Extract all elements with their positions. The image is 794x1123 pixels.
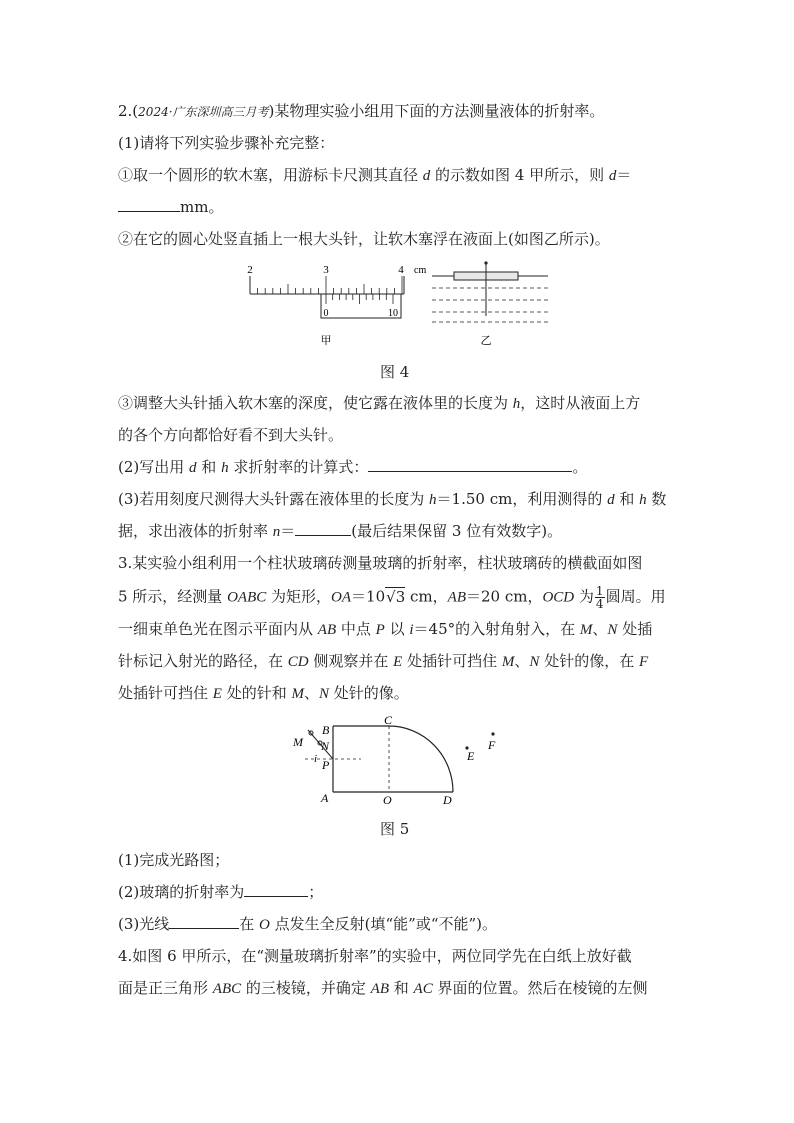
q3-part1: (1)完成光路图； [118, 851, 230, 869]
caliper-caption: 甲 [320, 335, 332, 347]
q2-step3: ③调整大头针插入软木塞的深度，使它露在液体里的长度为 h，这时从液面上方 [118, 394, 641, 412]
figure-4-caption: 图 4 [380, 363, 410, 381]
label-D: D [443, 793, 452, 807]
label-O: O [383, 793, 392, 807]
label-E: E [467, 749, 475, 763]
answer-blank-d [118, 197, 180, 212]
label-F: F [488, 738, 496, 752]
q2-step3-cont: 的各个方向都恰好看不到大头针。 [118, 426, 344, 444]
caliper-unit: cm [414, 265, 427, 276]
answer-blank-formula [368, 457, 572, 472]
q2-step1-answer: mm。 [118, 197, 223, 217]
q2-part3-cont: 据，求出液体的折射率 n＝ (最后结果保留 3 位有效数字)。 [118, 522, 563, 540]
fraction-quarter: $\frac{1}{4}$ [595, 584, 604, 611]
cork-caption: 乙 [480, 335, 492, 347]
q4-line2: 面是正三角形 ABC 的三棱镜，并确定 AB 和 AC 界面的位置。然后在棱镜的左侧 [118, 979, 648, 997]
label-N: N [321, 739, 330, 753]
q3-part2: (2)玻璃的折射率为 ； [118, 883, 324, 901]
q3-line4: 针标记入射光的路径，在 CD 侧观察并在 E 处插针可挡住 M、N 处针的像，在 F [118, 652, 649, 670]
label-i: i [314, 753, 318, 765]
q3-line5: 处插针可挡住 E 处的针和 M、N 处针的像。 [118, 684, 409, 702]
caliper-label-3: 3 [323, 264, 329, 276]
q2-part3: (3)若用刻度尺测得大头针露在液体里的长度为 h＝1.50 cm，利用测得的 d 和 h 数 [118, 490, 667, 508]
q3-part3: (3)光线 在 O 点发生全反射(填“能”或“不能”)。 [118, 915, 498, 933]
answer-blank-index [244, 882, 308, 897]
q3-line2: 5 所示，经测量 OABC 为矩形，OA＝10√3 cm，AB＝20 cm，OCD 为 $\frac{1}{4}$ 圆周。用 [118, 584, 666, 611]
q2-step2: ②在它的圆心处竖直插上一根大头针，让软木塞浮在液面上(如图乙所示)。 [118, 230, 610, 248]
caliper-label-4: 4 [398, 264, 404, 276]
q2-part1: (1)请将下列实验步骤补充完整： [118, 134, 335, 152]
answer-blank-total-reflection [169, 914, 239, 929]
figure-5 [285, 712, 515, 812]
q2-part2: (2)写出用 d 和 h 求折射率的计算式： 。 [118, 458, 588, 476]
q3-line1: 3.某实验小组利用一个柱状玻璃砖测量玻璃的折射率，柱状玻璃砖的横截面如图 [118, 554, 643, 572]
caliper-label-2: 2 [247, 264, 253, 276]
q3-line3: 一细束单色光在图示平面内从 AB 中点 P 以 i＝45°的入射角射入，在 M、N 处插 [118, 620, 653, 638]
answer-blank-n [295, 521, 351, 536]
vernier-label-0: 0 [323, 308, 329, 319]
label-M: M [293, 735, 303, 749]
label-P: P [322, 758, 330, 772]
vernier-caliper [247, 264, 426, 347]
label-B: B [322, 723, 330, 737]
figure-5-caption: 图 5 [380, 820, 410, 838]
figure-4 [240, 258, 560, 350]
label-C: C [384, 713, 393, 727]
vernier-label-10: 10 [388, 308, 398, 319]
q2-stem: 2.(2024·广东深圳高三月考)某物理实验小组用下面的方法测量液体的折射率。 [118, 102, 605, 120]
label-A: A [321, 791, 329, 805]
cork-in-liquid [432, 261, 548, 347]
q4-line1: 4.如图 6 甲所示，在“测量玻璃折射率”的实验中，两位同学先在白纸上放好截 [118, 947, 632, 965]
q2-step1: ①取一个圆形的软木塞，用游标卡尺测其直径 d 的示数如图 4 甲所示，则 d＝ [118, 166, 632, 184]
